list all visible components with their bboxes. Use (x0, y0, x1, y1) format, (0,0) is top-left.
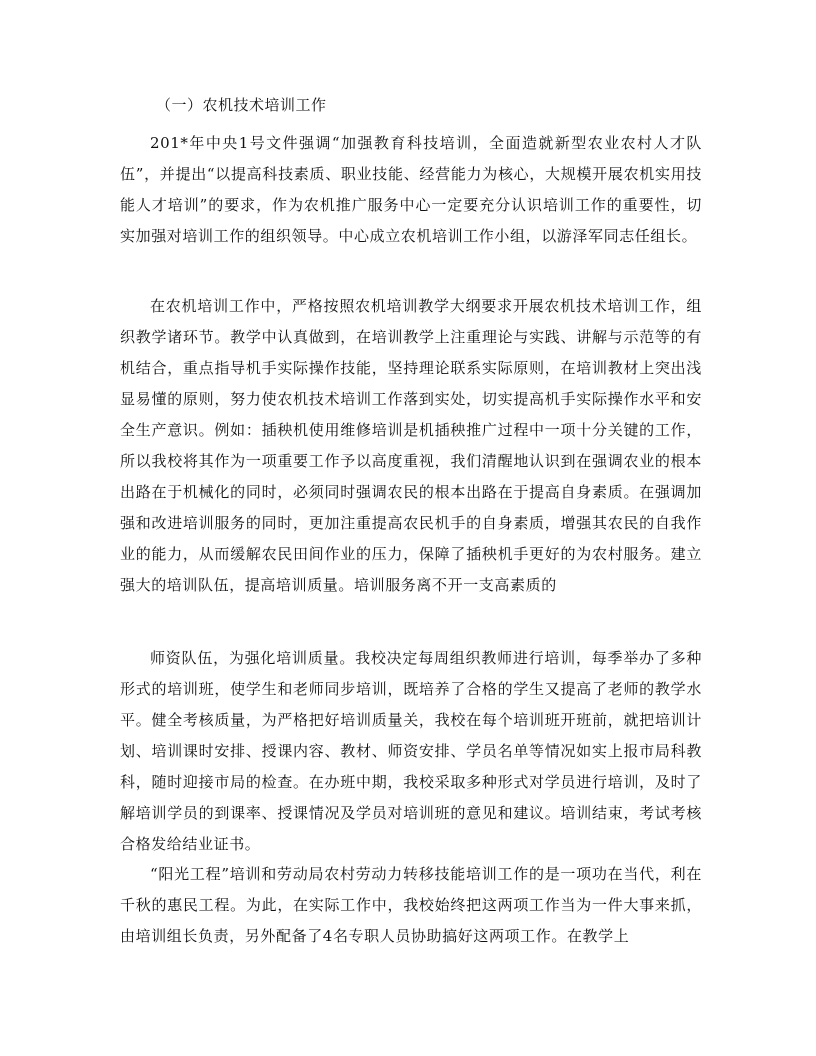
paragraph-4: “阳光工程”培训和劳动局农村劳动力转移技能培训工作的是一项功在当代，利在千秋的惠民工程。为此，在实际工作中，我校始终把这两项工作当为一件大事来抓，由培训组长负责，另外配备了4名专职人员协助搞好这两项工作。在教学上 (120, 865, 702, 945)
paragraph-3: 师资队伍，为强化培训质量。我校决定每周组织教师进行培训，每季举办了多种形式的培训班，使学生和老师同步培训，既培养了合格的学生又提高了老师的教学水平。健全考核质量，为严格把好培训质量关，我校在每个培训班开班前，就把培训计划、培训课时安排、授课内容、教材、师资安排、学员名单等情况如实上报市局科教科，随时迎接市局的检查。在办班中期，我校采取多种形式对学员进行培训，及时了解培训学员的到课率、授课情况及学员对培训班的意见和建议。培训结束，考试考核合格发给结业证书。 (120, 649, 702, 853)
section-heading: （一）农机技术培训工作 (156, 96, 327, 114)
paragraph-2: 在农机培训工作中，严格按照农机培训教学大纲要求开展农机技术培训工作，组织教学诸环节。教学中认真做到，在培训教学上注重理论与实践、讲解与示范等的有机结合，重点指导机手实际操作技能，坚持理论联系实际原则，在培训教材上突出浅显易懂的原则，努力使农机技术培训工作落到实处，切实提高机手实际操作水平和安全生产意识。例如：插秧机使用维修培训是机插秧推广过程中一项十分关键的工作，所以我校将其作为一项重要工作予以高度重视，我们清醒地认识到在强调农业的根本出路在于机械化的同时，必须同时强调农民的根本出路在于提高自身素质。在强调加强和改进培训服务的同时，更加注重提高农民机手的自身素质，增强其农民的自我作业的能力，从而缓解农民田间作业的压力，保障了插秧机手更好的为农村服务。建立强大的培训队伍，提高培训质量。培训服务离不开一支高素质的 (120, 297, 702, 594)
paragraph-1: 201*年中央1号文件强调“加强教育科技培训，全面造就新型农业农村人才队伍”，并提出“以提高科技素质、职业技能、经营能力为核心，大规模开展农机实用技能人才培训”的要求，作为农机推广服务中心一定要充分认识培训工作的重要性，切实加强对培训工作的组织领导。中心成立农机培训工作小组，以游泽军同志任组长。 (120, 134, 702, 245)
